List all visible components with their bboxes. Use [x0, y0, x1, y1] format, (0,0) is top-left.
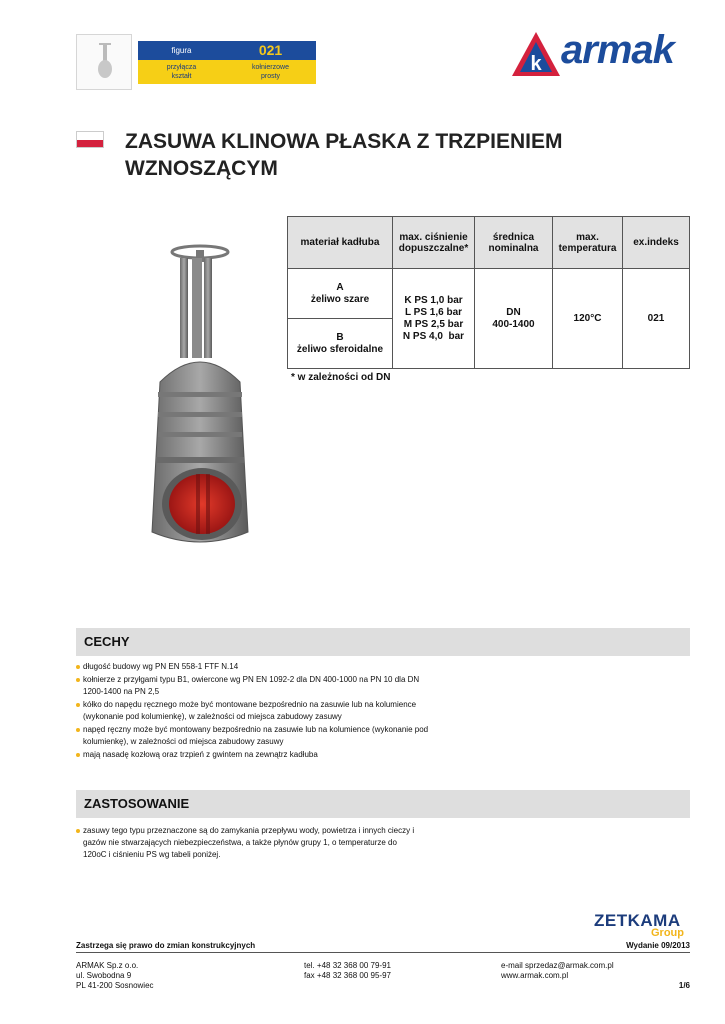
company-name: ARMAK Sp.z o.o. — [76, 961, 139, 970]
company-address — [76, 961, 154, 991]
list-item: kółko do napędu ręcznego może być montowane bezpośrednio na zasuwie lub na kolumience (wykonanie pod kolumienkę), w zależności od miejsca zabudowy zasuwy — [76, 699, 436, 723]
section-zastosowanie-title: ZASTOSOWANIE — [76, 790, 690, 818]
phone: tel. +48 32 368 00 79-91 — [304, 961, 391, 970]
cechy-list — [76, 661, 436, 762]
material-a-code: A — [336, 281, 344, 293]
section-cechy-title: CECHY — [76, 628, 690, 656]
polish-flag-icon — [76, 131, 104, 148]
diameter-range: 400-1400 — [492, 318, 535, 330]
connection-label: przyłącza kształt — [166, 64, 197, 80]
table-note: * w zależności od DN — [291, 372, 391, 383]
material-b-cell — [288, 319, 393, 369]
list-item: mają nasadę kozłową oraz trzpień z gwintem na zewnątrz kadłuba — [76, 749, 436, 761]
connection-value: kołnierzowe prosty — [252, 64, 289, 80]
edition: Wydanie 09/2013 — [626, 941, 690, 950]
company-street: ul. Swobodna 9 — [76, 971, 132, 980]
index-cell: 021 — [623, 269, 690, 369]
company-phones — [304, 961, 391, 981]
list-item: kołnierze z przyłgami typu B1, owiercone wg PN EN 1092-2 dla DN 400-1000 na PN 10 dla DN 1200-1400 na PN 2,5 — [76, 674, 436, 698]
pressure-k: K PS 1,0 bar — [404, 294, 463, 306]
email-link[interactable]: e-mail sprzedaz@armak.com.pl — [501, 961, 614, 970]
pressure-n: N PS 4,0 bar — [402, 330, 465, 342]
spec-table — [287, 216, 690, 369]
material-b-code: B — [336, 331, 344, 343]
diameter-label: DN — [506, 306, 521, 318]
figura-number: 021 — [258, 42, 283, 58]
list-item: zasuwy tego typu przeznaczone są do zamykania przepływu wody, powietrza i innych cieczy i gazów nie stwarzających niebezpieczeństwa, a także płynów grupy 1, o temperaturze do 120oC i ciśnieniu PS wg tabeli poniżej. — [76, 825, 421, 861]
armak-logo-icon — [510, 30, 562, 78]
valve-thumbnail-icon — [77, 35, 133, 91]
header-material: materiał kadłuba — [288, 217, 393, 269]
header-pressure: max. ciśnienie dopuszczalne* — [393, 217, 475, 269]
pressure-cell — [393, 269, 475, 369]
fax: fax +48 32 368 00 95-97 — [304, 971, 391, 980]
reserve-note: Zastrzega się prawo do zmian konstrukcyjnych — [76, 941, 256, 950]
logo-letter: k — [530, 53, 542, 75]
footer-divider — [76, 952, 690, 953]
material-a-name: żeliwo szare — [310, 293, 370, 305]
header-temperature: max. temperatura — [553, 217, 623, 269]
zastosowanie-list — [76, 825, 421, 862]
figura-label: figura — [171, 46, 192, 55]
website-link[interactable]: www.armak.com.pl — [501, 971, 569, 980]
header-index: ex.indeks — [623, 217, 690, 269]
company-contact — [501, 961, 614, 981]
pressure-l: L PS 1,6 bar — [404, 306, 463, 318]
material-b-name: żeliwo sferoidalne — [296, 343, 384, 355]
page-number: 1/6 — [678, 981, 690, 990]
header-diameter: średnica nominalna — [475, 217, 553, 269]
pressure-m: M PS 2,5 bar — [403, 318, 464, 330]
list-item: napęd ręczny może być montowany bezpośrednio na zasuwie lub na kolumience (wykonanie pod kolumienkę), w zależności od miejsca zabudowy zasuwy — [76, 724, 436, 748]
page-title: ZASUWA KLINOWA PŁASKA Z TRZPIENIEM WZNOSZĄCYM — [125, 130, 563, 180]
brand-name: armak — [561, 28, 674, 72]
material-a-cell — [288, 269, 393, 319]
diameter-cell — [475, 269, 553, 369]
gate-valve-image — [140, 242, 280, 562]
zetkama-group: Group — [651, 927, 684, 939]
company-city: PL 41-200 Sosnowiec — [76, 981, 154, 990]
list-item: długość budowy wg PN EN 558-1 FTF N.14 — [76, 661, 436, 673]
temperature-cell: 120°C — [553, 269, 623, 369]
zetkama-logo: ZETKAMA — [594, 911, 681, 930]
figura-badge — [138, 41, 316, 84]
product-thumbnail — [76, 34, 132, 90]
